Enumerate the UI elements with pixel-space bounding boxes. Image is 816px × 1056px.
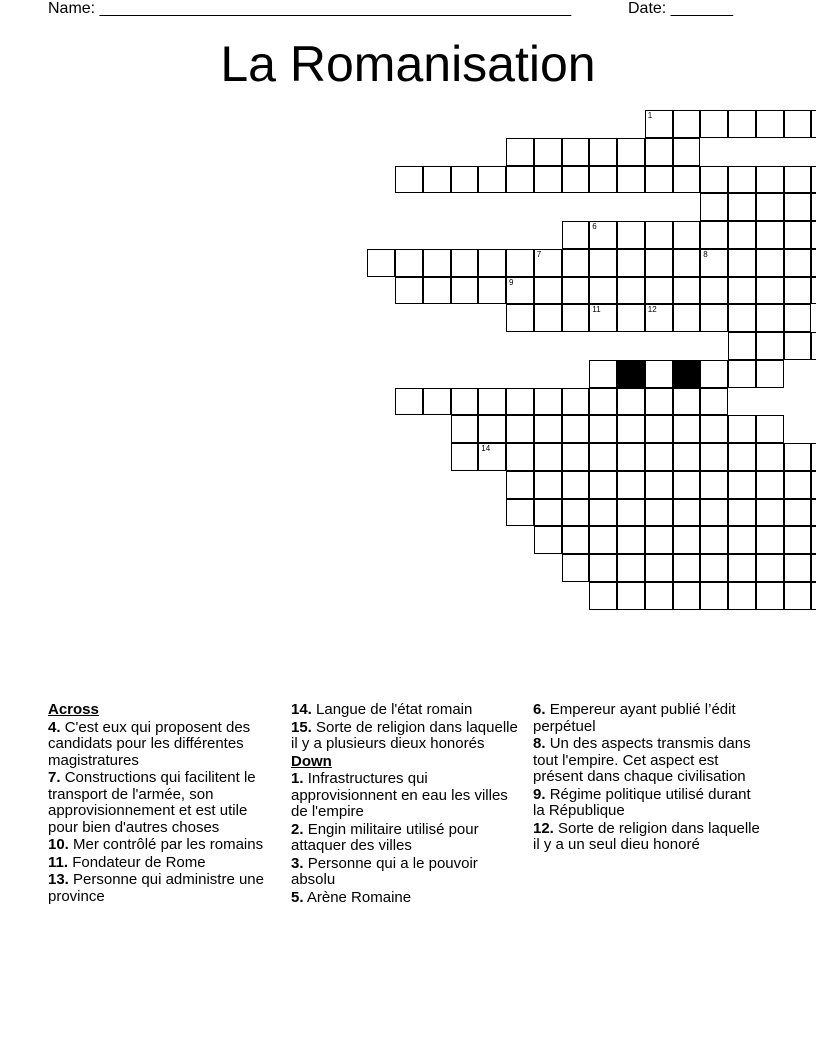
crossword-cell[interactable] bbox=[811, 249, 816, 277]
crossword-cell[interactable] bbox=[617, 443, 645, 471]
crossword-cell[interactable] bbox=[617, 388, 645, 416]
crossword-cell[interactable] bbox=[728, 277, 756, 305]
crossword-cell[interactable] bbox=[673, 221, 701, 249]
crossword-cell[interactable] bbox=[589, 166, 617, 194]
crossword-cell[interactable] bbox=[784, 332, 812, 360]
crossword-cell[interactable] bbox=[784, 582, 812, 610]
crossword-cell[interactable] bbox=[617, 554, 645, 582]
crossword-cell[interactable] bbox=[700, 193, 728, 221]
crossword-cell[interactable] bbox=[562, 138, 590, 166]
crossword-cell[interactable] bbox=[645, 554, 673, 582]
crossword-cell[interactable] bbox=[728, 304, 756, 332]
crossword-cell[interactable] bbox=[728, 249, 756, 277]
crossword-cell[interactable] bbox=[728, 499, 756, 527]
blocked-cell bbox=[673, 360, 701, 388]
crossword-cell[interactable] bbox=[478, 166, 506, 194]
crossword-cell[interactable] bbox=[534, 471, 562, 499]
crossword-cell[interactable] bbox=[673, 443, 701, 471]
crossword-cell[interactable] bbox=[784, 304, 812, 332]
crossword-cell[interactable] bbox=[728, 332, 756, 360]
clue-across-13: 13. Personne qui administre une province bbox=[48, 871, 264, 905]
crossword-cell[interactable] bbox=[534, 304, 562, 332]
clues-column-1 bbox=[48, 702, 280, 906]
crossword-cell[interactable] bbox=[645, 443, 673, 471]
crossword-cell[interactable] bbox=[562, 304, 590, 332]
name-field-label: Name: _____________________________________________________ bbox=[48, 0, 572, 17]
crossword-cell[interactable] bbox=[589, 360, 617, 388]
clue-number: 11 bbox=[592, 305, 601, 315]
date-field-label: Date: _______ bbox=[628, 0, 733, 17]
crossword-cell[interactable] bbox=[756, 499, 784, 527]
crossword-cell[interactable] bbox=[478, 443, 506, 471]
crossword-cell[interactable] bbox=[534, 499, 562, 527]
clue-across-4: 4. C'est eux qui proposent des candidats pour les différentes magistratures bbox=[48, 718, 251, 769]
crossword-cell[interactable] bbox=[589, 221, 617, 249]
crossword-cell[interactable] bbox=[451, 443, 479, 471]
crossword-cell[interactable] bbox=[756, 443, 784, 471]
crossword-cell[interactable] bbox=[534, 415, 562, 443]
crossword-cell[interactable] bbox=[589, 277, 617, 305]
crossword-cell[interactable] bbox=[395, 249, 423, 277]
crossword-cell[interactable] bbox=[423, 277, 451, 305]
crossword-cell[interactable] bbox=[617, 138, 645, 166]
crossword-cell[interactable] bbox=[534, 277, 562, 305]
clue-across-7: 7. Constructions qui facilitent le transport de l'armée, son approvisionnement et est utile pour bien d'autres choses bbox=[48, 769, 256, 836]
crossword-cell[interactable] bbox=[423, 249, 451, 277]
crossword-cell[interactable] bbox=[589, 415, 617, 443]
clue-number: 12 bbox=[647, 305, 657, 315]
crossword-cell[interactable] bbox=[478, 249, 506, 277]
crossword-cell[interactable] bbox=[700, 360, 728, 388]
crossword-cell[interactable] bbox=[478, 388, 506, 416]
crossword-cell[interactable] bbox=[506, 471, 534, 499]
crossword-cell[interactable] bbox=[700, 526, 728, 554]
crossword-cell[interactable] bbox=[728, 526, 756, 554]
crossword-cell[interactable] bbox=[589, 471, 617, 499]
puzzle-title: La Romanisation bbox=[220, 36, 596, 92]
crossword-cell[interactable] bbox=[784, 249, 812, 277]
crossword-cell[interactable] bbox=[562, 221, 590, 249]
crossword-cell[interactable] bbox=[811, 582, 816, 610]
crossword-cell[interactable] bbox=[589, 554, 617, 582]
crossword-cell[interactable] bbox=[811, 499, 816, 527]
crossword-cell[interactable] bbox=[562, 526, 590, 554]
crossword-cell[interactable] bbox=[534, 138, 562, 166]
crossword-cell[interactable] bbox=[756, 471, 784, 499]
crossword-cell[interactable] bbox=[645, 499, 673, 527]
crossword-cell[interactable] bbox=[562, 249, 590, 277]
clue-down-2: 2. Engin militaire utilisé pour attaquer des villes bbox=[291, 820, 479, 854]
crossword-cell[interactable] bbox=[562, 554, 590, 582]
crossword-cell[interactable] bbox=[395, 277, 423, 305]
crossword-cell[interactable] bbox=[673, 471, 701, 499]
crossword-cell[interactable] bbox=[756, 110, 784, 138]
crossword-cell[interactable] bbox=[811, 277, 816, 305]
clue-down-8: 8. Un des aspects transmis dans tout l'empire. Cet aspect est présent dans chaque civilisation bbox=[533, 735, 751, 785]
crossword-cell[interactable] bbox=[756, 249, 784, 277]
crossword-cell[interactable] bbox=[589, 499, 617, 527]
crossword-cell[interactable] bbox=[617, 249, 645, 277]
crossword-cell[interactable] bbox=[756, 526, 784, 554]
across-heading: Across bbox=[48, 701, 99, 718]
crossword-cell[interactable] bbox=[673, 554, 701, 582]
crossword-cell[interactable] bbox=[756, 166, 784, 194]
crossword-cell[interactable] bbox=[728, 582, 756, 610]
crossword-cell[interactable] bbox=[562, 388, 590, 416]
crossword-cell[interactable] bbox=[451, 388, 479, 416]
crossword-cell[interactable] bbox=[645, 166, 673, 194]
crossword-cell[interactable] bbox=[728, 415, 756, 443]
clue-down-12: 12. Sorte de religion dans laquelle il y a un seul dieu honoré bbox=[533, 819, 760, 853]
crossword-cell[interactable] bbox=[673, 582, 701, 610]
clue-across-10: 10. Mer contrôlé par les romains bbox=[48, 836, 264, 853]
crossword-cell[interactable] bbox=[617, 471, 645, 499]
crossword-cell[interactable] bbox=[645, 388, 673, 416]
crossword-cell[interactable] bbox=[784, 193, 812, 221]
clue-down-9: 9. Régime politique utilisé durant la République bbox=[533, 785, 751, 819]
crossword-cell[interactable] bbox=[423, 166, 451, 194]
crossword-cell[interactable] bbox=[700, 443, 728, 471]
blocked-cell bbox=[617, 360, 645, 388]
crossword-cell[interactable] bbox=[728, 193, 756, 221]
crossword-cell[interactable] bbox=[700, 166, 728, 194]
crossword-cell[interactable] bbox=[617, 221, 645, 249]
crossword-cell[interactable] bbox=[728, 443, 756, 471]
crossword-cell[interactable] bbox=[784, 526, 812, 554]
crossword-cell[interactable] bbox=[534, 526, 562, 554]
crossword-cell[interactable] bbox=[367, 249, 395, 277]
crossword-cell[interactable] bbox=[673, 110, 701, 138]
crossword-cell[interactable] bbox=[756, 304, 784, 332]
crossword-cell[interactable] bbox=[700, 221, 728, 249]
crossword-cell[interactable] bbox=[700, 582, 728, 610]
crossword-cell[interactable] bbox=[728, 166, 756, 194]
crossword-cell[interactable] bbox=[534, 443, 562, 471]
crossword-cell[interactable] bbox=[756, 415, 784, 443]
crossword-cell[interactable] bbox=[589, 443, 617, 471]
crossword-cell[interactable] bbox=[784, 471, 812, 499]
crossword-cell[interactable] bbox=[756, 360, 784, 388]
clue-down-1: 1. Infrastructures qui approvisionnent en eau les villes de l'empire bbox=[291, 770, 508, 820]
crossword-cell[interactable] bbox=[645, 138, 673, 166]
crossword-cell[interactable] bbox=[506, 415, 534, 443]
crossword-cell[interactable] bbox=[451, 166, 479, 194]
crossword-cell[interactable] bbox=[673, 415, 701, 443]
clue-number: 8 bbox=[703, 249, 708, 259]
crossword-cell[interactable] bbox=[673, 499, 701, 527]
crossword-cell[interactable] bbox=[811, 471, 816, 499]
crossword-cell[interactable] bbox=[645, 304, 673, 332]
crossword-cell[interactable] bbox=[728, 554, 756, 582]
crossword-cell[interactable] bbox=[811, 443, 816, 471]
crossword-cell[interactable] bbox=[756, 193, 784, 221]
crossword-cell[interactable] bbox=[728, 360, 756, 388]
crossword-cell[interactable] bbox=[562, 277, 590, 305]
clue-across-14: 14. Langue de l'état romain bbox=[291, 701, 473, 718]
clue-down-3: 3. Personne qui a le pouvoir absolu bbox=[291, 854, 478, 888]
clue-across-11: 11. Fondateur de Rome bbox=[48, 853, 206, 871]
crossword-cell[interactable] bbox=[395, 388, 423, 416]
crossword-cell[interactable] bbox=[645, 249, 673, 277]
clue-number: 14 bbox=[481, 444, 491, 453]
crossword-cell[interactable] bbox=[756, 221, 784, 249]
crossword-cell[interactable] bbox=[811, 554, 816, 582]
crossword-cell[interactable] bbox=[617, 304, 645, 332]
crossword-cell[interactable] bbox=[506, 304, 534, 332]
crossword-cell[interactable] bbox=[562, 443, 590, 471]
crossword-cell[interactable] bbox=[478, 415, 506, 443]
crossword-cell[interactable] bbox=[673, 277, 701, 305]
crossword-cell[interactable] bbox=[562, 415, 590, 443]
crossword-cell[interactable] bbox=[506, 277, 534, 305]
crossword-cell[interactable] bbox=[617, 415, 645, 443]
clue-across-15: 15. Sorte de religion dans laquelle il y a plusieurs dieux honorés bbox=[291, 718, 518, 752]
crossword-cell[interactable] bbox=[506, 443, 534, 471]
crossword-cell[interactable] bbox=[811, 221, 816, 249]
crossword-cell[interactable] bbox=[700, 499, 728, 527]
crossword-cell[interactable] bbox=[395, 166, 423, 194]
crossword-cell[interactable] bbox=[645, 360, 673, 388]
crossword-cell[interactable] bbox=[673, 249, 701, 277]
crossword-cell[interactable] bbox=[645, 415, 673, 443]
crossword-cell[interactable] bbox=[784, 110, 812, 138]
crossword-cell[interactable] bbox=[534, 249, 562, 277]
crossword-cell[interactable] bbox=[700, 277, 728, 305]
crossword-cell[interactable] bbox=[673, 304, 701, 332]
clue-number: 1 bbox=[647, 111, 653, 120]
crossword-cell[interactable] bbox=[811, 166, 816, 194]
crossword-cell[interactable] bbox=[589, 526, 617, 554]
crossword-cell[interactable] bbox=[811, 332, 816, 360]
crossword-cell[interactable] bbox=[784, 443, 812, 471]
clue-number: 6 bbox=[592, 222, 597, 231]
crossword-cell[interactable] bbox=[423, 388, 451, 416]
crossword-cell[interactable] bbox=[645, 221, 673, 249]
crossword-cell[interactable] bbox=[700, 471, 728, 499]
crossword-cell[interactable] bbox=[645, 277, 673, 305]
crossword-cell[interactable] bbox=[645, 471, 673, 499]
crossword-cell[interactable] bbox=[506, 138, 534, 166]
crossword-cell[interactable] bbox=[700, 304, 728, 332]
crossword-cell[interactable] bbox=[617, 277, 645, 305]
crossword-cell[interactable] bbox=[506, 249, 534, 277]
crossword-cell[interactable] bbox=[589, 582, 617, 610]
crossword-cell[interactable] bbox=[589, 249, 617, 277]
crossword-cell[interactable] bbox=[645, 110, 673, 138]
crossword-cell[interactable] bbox=[811, 526, 816, 554]
crossword-cell[interactable] bbox=[784, 166, 812, 194]
clue-number: 7 bbox=[536, 249, 542, 259]
crossword-cell[interactable] bbox=[673, 526, 701, 554]
crossword-cell[interactable] bbox=[617, 526, 645, 554]
crossword-cell[interactable] bbox=[784, 499, 812, 527]
crossword-cell[interactable] bbox=[534, 388, 562, 416]
crossword-cell[interactable] bbox=[700, 110, 728, 138]
crossword-cell[interactable] bbox=[645, 582, 673, 610]
crossword-cell[interactable] bbox=[451, 415, 479, 443]
crossword-cell[interactable] bbox=[617, 582, 645, 610]
crossword-cell[interactable] bbox=[589, 388, 617, 416]
crossword-cell[interactable] bbox=[728, 110, 756, 138]
crossword-cell[interactable] bbox=[784, 554, 812, 582]
clues-column-2 bbox=[291, 702, 523, 907]
crossword-cell[interactable] bbox=[506, 388, 534, 416]
clue-number: 9 bbox=[509, 277, 514, 287]
crossword-cell[interactable] bbox=[728, 471, 756, 499]
crossword-cell[interactable] bbox=[784, 277, 812, 305]
crossword-cell[interactable] bbox=[645, 526, 673, 554]
crossword-cell[interactable] bbox=[562, 471, 590, 499]
clue-down-6: 6. Empereur ayant publié l’édit perpétuel bbox=[533, 701, 736, 735]
crossword-cell[interactable] bbox=[700, 388, 728, 416]
crossword-cell[interactable] bbox=[617, 499, 645, 527]
crossword-cell[interactable] bbox=[756, 554, 784, 582]
crossword-cell[interactable] bbox=[589, 304, 617, 332]
down-heading: Down bbox=[291, 752, 332, 770]
crossword-cell[interactable] bbox=[451, 249, 479, 277]
crossword-cell[interactable] bbox=[756, 332, 784, 360]
crossword-cell[interactable] bbox=[451, 277, 479, 305]
crossword-cell[interactable] bbox=[589, 138, 617, 166]
crossword-cell[interactable] bbox=[534, 166, 562, 194]
crossword-cell[interactable] bbox=[562, 166, 590, 194]
crossword-cell[interactable] bbox=[700, 249, 728, 277]
crossword-cell[interactable] bbox=[811, 110, 816, 138]
crossword-cell[interactable] bbox=[756, 582, 784, 610]
crossword-cell[interactable] bbox=[673, 166, 701, 194]
crossword-cell[interactable] bbox=[673, 388, 701, 416]
crossword-cell[interactable] bbox=[617, 166, 645, 194]
clue-down-5: 5. Arène Romaine bbox=[291, 888, 412, 906]
crossword-cell[interactable] bbox=[700, 554, 728, 582]
crossword-cell[interactable] bbox=[673, 138, 701, 166]
crossword-cell[interactable] bbox=[562, 499, 590, 527]
crossword-cell[interactable] bbox=[728, 221, 756, 249]
crossword-cell[interactable] bbox=[700, 415, 728, 443]
crossword-cell[interactable] bbox=[811, 193, 816, 221]
crossword-cell[interactable] bbox=[756, 277, 784, 305]
clues-column-3 bbox=[533, 702, 765, 855]
crossword-cell[interactable] bbox=[506, 166, 534, 194]
crossword-cell[interactable] bbox=[784, 221, 812, 249]
crossword-cell[interactable] bbox=[506, 499, 534, 527]
crossword-cell[interactable] bbox=[478, 277, 506, 305]
